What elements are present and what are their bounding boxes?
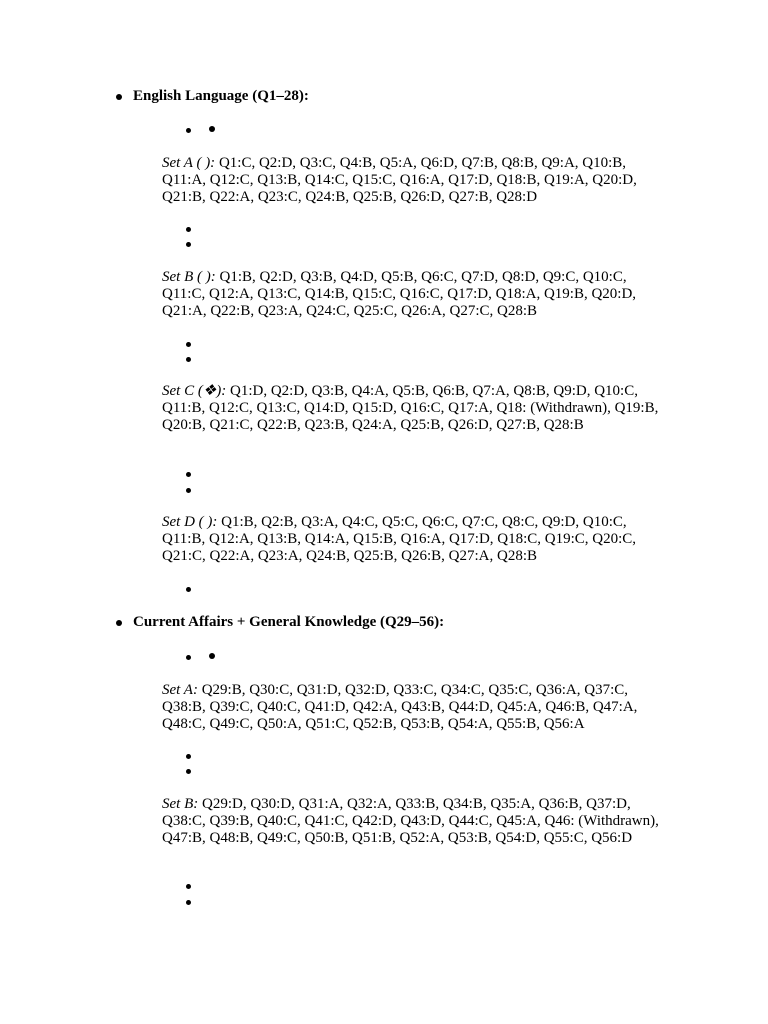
empty-list-bullet [209, 126, 215, 132]
set-label: Set D ( ): [162, 514, 218, 530]
answer-set-ca-a [162, 682, 662, 733]
empty-list-bullet [186, 357, 191, 362]
list-bullet [116, 94, 122, 100]
empty-list-bullet [186, 488, 191, 493]
set-answers: Q1:B, Q2:B, Q3:A, Q4:C, Q5:C, Q6:C, Q7:C, Q8:C, Q9:D, Q10:C, Q11:B, Q12:A, Q13:B, Q14:A, Q15:B, Q16:A, Q17:D, Q18:C, Q19:C, Q20:C, Q21:C, Q22:A, Q23:A, Q24:B, Q25:B, Q26:B, Q27:A, Q28:B [162, 514, 637, 564]
answer-set-english-b [162, 269, 662, 320]
empty-list-bullet [186, 754, 191, 759]
set-answers: Q1:C, Q2:D, Q3:C, Q4:B, Q5:A, Q6:D, Q7:B, Q8:B, Q9:A, Q10:B, Q11:A, Q12:C, Q13:B, Q14:C, Q15:C, Q16:A, Q17:D, Q18:B, Q19:A, Q20:D, Q21:B, Q22:A, Q23:C, Q24:B, Q25:B, Q26:D, Q27:B, Q28:D [162, 155, 637, 205]
set-answers: Q1:B, Q2:D, Q3:B, Q4:D, Q5:B, Q6:C, Q7:D, Q8:D, Q9:C, Q10:C, Q11:C, Q12:A, Q13:C, Q14:B, Q15:C, Q16:C, Q17:D, Q18:A, Q19:B, Q20:D, Q21:A, Q22:B, Q23:A, Q24:C, Q25:C, Q26:A, Q27:C, Q28:B [162, 269, 637, 319]
empty-list-bullet [209, 653, 215, 659]
set-label: Set A: [162, 682, 198, 698]
list-bullet [116, 620, 122, 626]
empty-list-bullet [186, 242, 191, 247]
set-answers: Q29:D, Q30:D, Q31:A, Q32:A, Q33:B, Q34:B, Q35:A, Q36:B, Q37:D, Q38:C, Q39:B, Q40:C, Q41:C, Q42:D, Q43:D, Q44:C, Q45:A, Q46: (Withdrawn), Q47:B, Q48:B, Q49:C, Q50:B, Q51:B, Q52:A, Q53:B, Q54:D, Q55:C, Q56:D [162, 796, 659, 846]
set-label: Set C (❖): [162, 383, 227, 399]
empty-list-bullet [186, 472, 191, 477]
answer-set-english-c [162, 383, 662, 434]
empty-list-bullet [186, 128, 191, 133]
answer-set-english-a [162, 155, 662, 206]
empty-list-bullet [186, 900, 191, 905]
section-heading-english: English Language (Q1–28): [133, 88, 309, 104]
answer-set-ca-b [162, 796, 662, 847]
set-label: Set B: [162, 796, 199, 812]
set-label: Set A ( ): [162, 155, 216, 171]
set-label: Set B ( ): [162, 269, 216, 285]
empty-list-bullet [186, 655, 191, 660]
empty-list-bullet [186, 769, 191, 774]
empty-list-bullet [186, 884, 191, 889]
set-answers: Q29:B, Q30:C, Q31:D, Q32:D, Q33:C, Q34:C, Q35:C, Q36:A, Q37:C, Q38:B, Q39:C, Q40:C, Q41:D, Q42:A, Q43:B, Q44:D, Q45:A, Q46:B, Q47:A, Q48:C, Q49:C, Q50:A, Q51:C, Q52:B, Q53:B, Q54:A, Q55:B, Q56:A [162, 682, 638, 732]
empty-list-bullet [186, 342, 191, 347]
section-heading-current-affairs: Current Affairs + General Knowledge (Q29–56): [133, 614, 445, 630]
set-answers: Q1:D, Q2:D, Q3:B, Q4:A, Q5:B, Q6:B, Q7:A, Q8:B, Q9:D, Q10:C, Q11:B, Q12:C, Q13:C, Q14:D, Q15:D, Q16:C, Q17:A, Q18: (Withdrawn), Q19:B, Q20:B, Q21:C, Q22:B, Q23:B, Q24:A, Q25:B, Q26:D, Q27:B, Q28:B [162, 383, 659, 433]
answer-set-english-d [162, 514, 662, 565]
empty-list-bullet [186, 587, 191, 592]
empty-list-bullet [186, 227, 191, 232]
